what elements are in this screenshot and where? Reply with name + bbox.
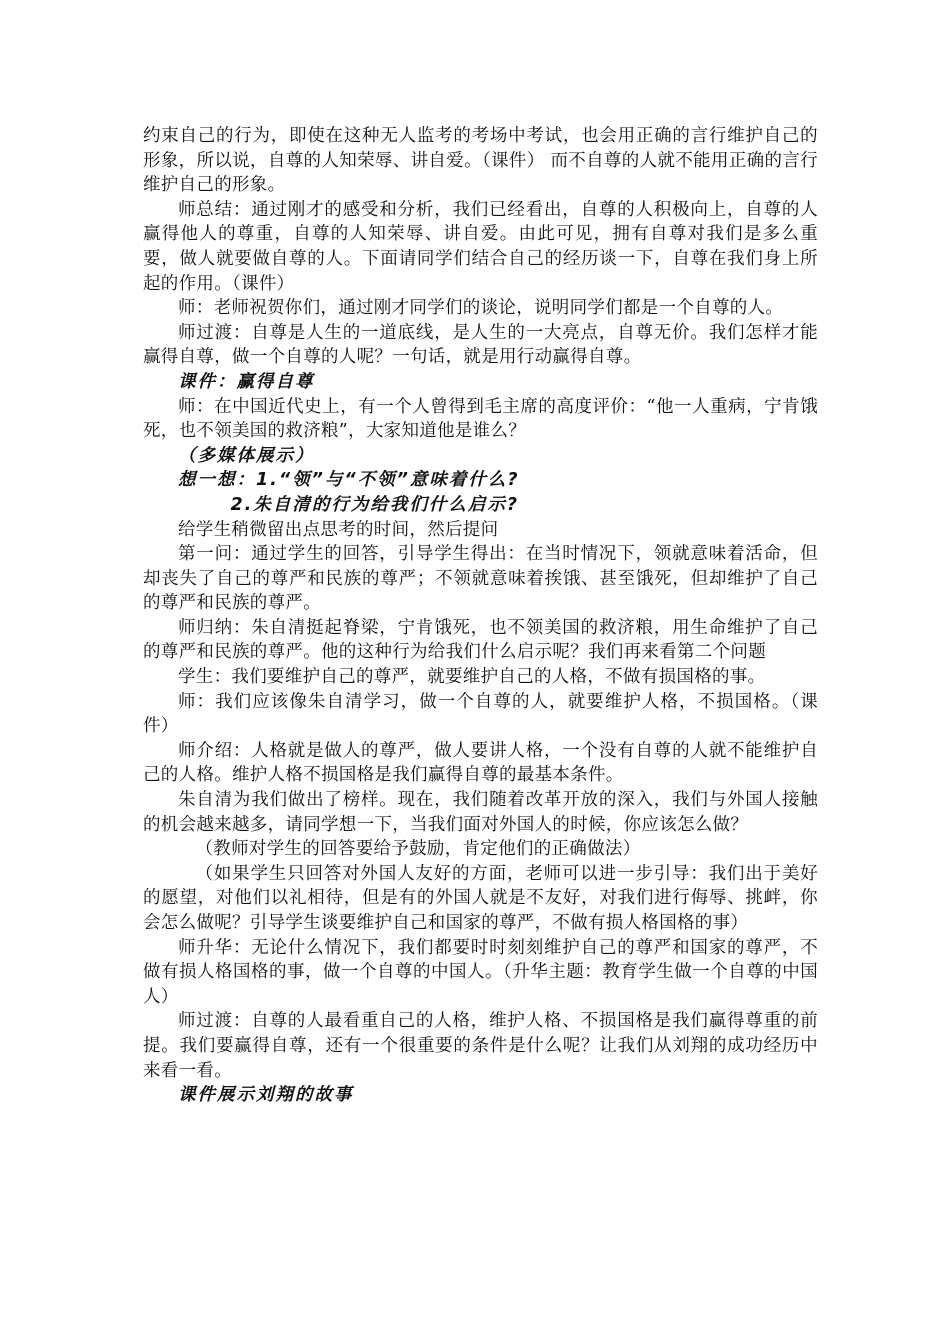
heading-courseware-win-respect: 课件：赢得自尊 <box>178 371 315 392</box>
paragraph-teacher-transition-2: 师过渡：自尊的人最看重自己的人格，维护人格、不损国格是我们赢得尊重的前提。我们要赢得自尊，还有一个很重要的条件是什么呢？让我们从刘翔的成功经历中来看一看。 <box>143 1011 818 1081</box>
paragraph-teacher-learn: 师：我们应该像朱自清学习，做一个自尊的人，就要维护人格，不损国格。（课件） <box>143 691 818 737</box>
paragraph-teacher-transition-1: 师过渡：自尊是人生的一道底线，是人生的一大亮点，自尊无价。我们怎样才能赢得自尊，做一个自尊的人呢？一句话，就是用行动赢得自尊。 <box>143 322 818 368</box>
paragraph-encourage-note: （教师对学生的回答要给予鼓励，肯定他们的正确做法） <box>195 839 641 860</box>
paragraph-teacher-conclusion: 师归纳：朱自清挺起脊梁，宁肯饿死，也不领美国的救济粮，用生命维护了自己的尊严和民族的尊严。他的这种行为给我们什么启示呢？我们再来看第二个问题 <box>143 617 818 663</box>
paragraph-teacher-introduce: 师介绍：人格就是做人的尊严，做人要讲人格，一个没有自尊的人就不能维护自己的人格。维护人格不损国格是我们赢得自尊的最基本条件。 <box>143 740 818 786</box>
paragraph-first-question: 第一问：通过学生的回答，引导学生得出：在当时情况下，领就意味着活命，但却丧失了自己的尊严和民族的尊严；不领就意味着挨饿、甚至饿死，但却维护了自己的尊严和民族的尊严。 <box>143 544 818 614</box>
paragraph-teacher-elevate: 师升华：无论什么情况下，我们都要时时刻刻维护自己的尊严和国家的尊严，不做有损人格国格的事，做一个自尊的中国人。（升华主题：教育学生做一个自尊的中国人） <box>143 937 818 1007</box>
paragraph-teacher-congrats: 师：老师祝贺你们，通过刚才同学们的谈论，说明同学们都是一个自尊的人。 <box>178 298 784 319</box>
heading-liuxiang-story: 课件展示刘翔的故事 <box>178 1085 354 1106</box>
paragraph-role-model: 朱自清为我们做出了榜样。现在，我们随着改革开放的深入，我们与外国人接触的机会越来越多，请同学想一下，当我们面对外国人的时候，你应该怎么做？ <box>143 790 818 835</box>
heading-multimedia-display: （多媒体展示） <box>178 445 315 466</box>
heading-think-question-1: 想一想：1.“领”与“不领”意味着什么? <box>178 470 520 491</box>
paragraph-thinking-time: 给学生稍微留出点思考的时间，然后提问 <box>178 519 499 540</box>
paragraph-student-answer: 学生：我们要维护自己的尊严，就要维护自己的人格，不做有损国格的事。 <box>178 667 766 688</box>
paragraph-teacher-summary: 师总结：通过刚才的感受和分析，我们已经看出，自尊的人积极向上，自尊的人赢得他人的尊重，自尊的人知荣辱、讲自爱。由此可见，拥有自尊对我们是多么重要，做人就要做自尊的人。下面请同学们结合自己的经历谈一下，自尊在我们身上所起的作用。（课件） <box>143 199 818 294</box>
paragraph-history-question: 师：在中国近代史上，有一个人曾得到毛主席的高度评价：“他一人重病，宁肯饿死，也不领美国的救济粮”，大家知道他是谁么？ <box>143 396 818 442</box>
document-page <box>143 124 818 1108</box>
paragraph-self-respect-conduct: 约束自己的行为，即使在这种无人监考的考场中考试，也会用正确的言行维护自己的形象，所以说，自尊的人知荣辱、讲自爱。（课件） 而不自尊的人就不能用正确的言行维护自己的形象。 <box>143 126 818 196</box>
paragraph-guidance-note: （如果学生只回答对外国人友好的方面，老师可以进一步引导：我们出于美好的愿望，对他们以礼相待，但是有的外国人就是不友好，对我们进行侮辱、挑衅，你会怎么做呢？引导学生谈要维护自己和国家的尊严，不做有损人格国格的事） <box>143 863 818 933</box>
heading-think-question-2: 2.朱自清的行为给我们什么启示? <box>230 494 519 515</box>
